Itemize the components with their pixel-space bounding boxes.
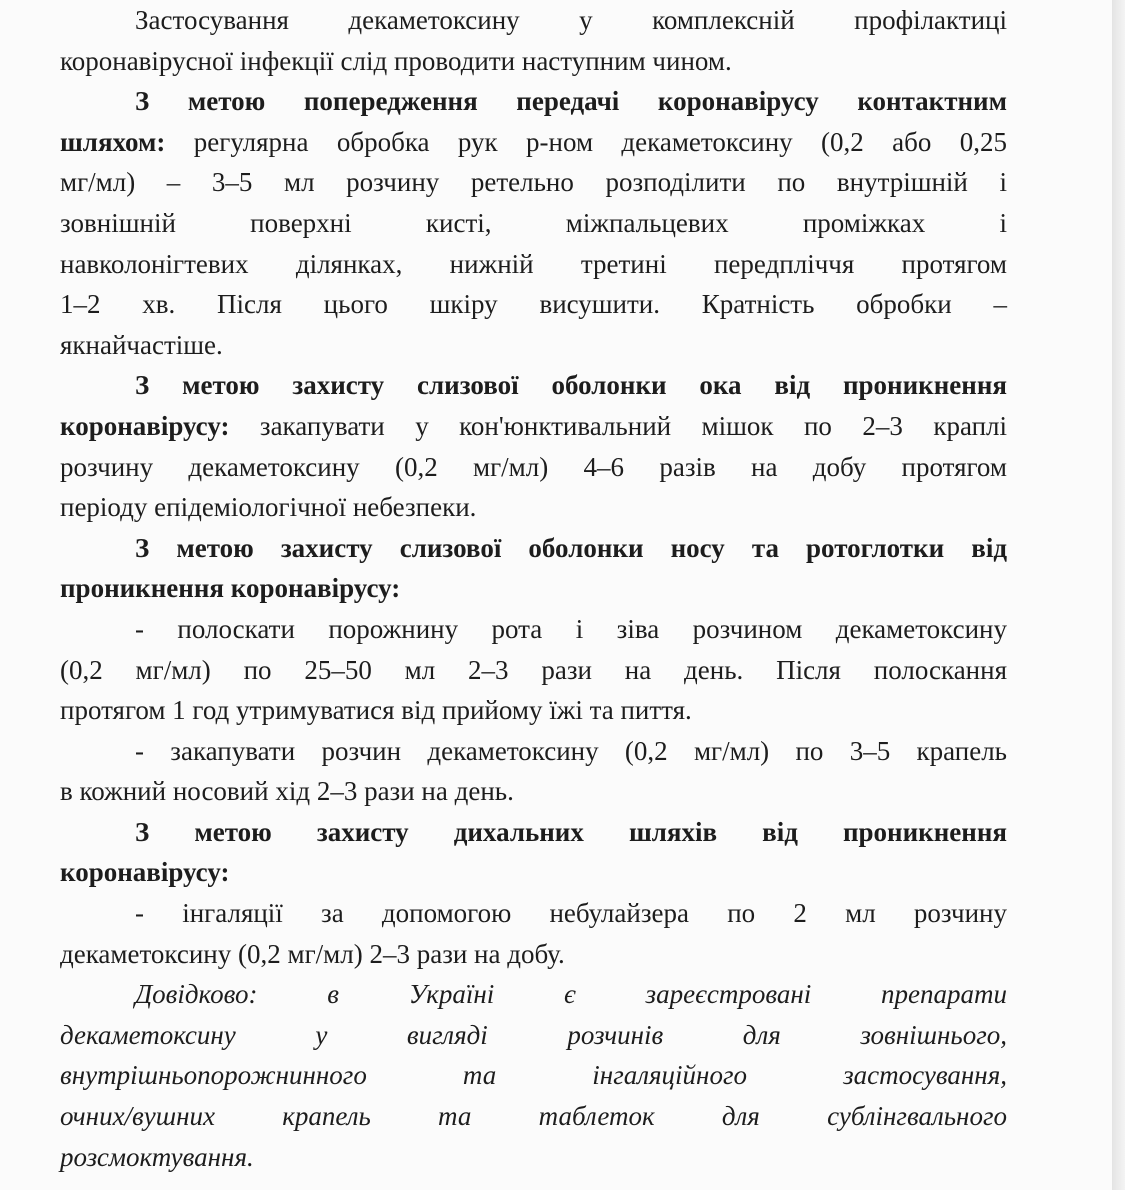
note-line: декаметоксину у вигляді розчинів для зовнішнього, (60, 1019, 1007, 1050)
contact-heading-bold-end: шляхом: (60, 126, 166, 157)
nose-heading-line-1 (60, 528, 1007, 569)
contact-text-start: регулярна обробка рук р-ном декаметоксину (0,2 або 0,25 (165, 126, 1007, 157)
airways-item-line: - інгаляції за допомогою небулайзера по 2 мл розчину (135, 898, 1007, 929)
nose-item-1-line: - полоскати порожнину рота і зіва розчином декаметоксину (135, 613, 1007, 644)
contact-line: мг/мл) – 3–5 мл розчину ретельно розподілити по внутрішній і (60, 167, 1007, 198)
nose-heading-bold-end: проникнення коронавірусу: (60, 573, 401, 604)
nose-item-1-line: (0,2 мг/мл) по 25–50 мл 2–3 рази на день. Після полоскання (60, 654, 1007, 685)
note-line: очних/вушних крапель та таблеток для сублінгвального (60, 1101, 1007, 1132)
page-edge (1112, 0, 1125, 1190)
airways-heading-bold: З метою захисту дихальних шляхів від проникнення (135, 816, 1007, 847)
eye-heading-line-2 (60, 406, 1007, 447)
contact-line: 1–2 хв. Після цього шкіру висушити. Кратність обробки – (60, 289, 1007, 320)
eye-heading-bold-end: коронавірусу: (60, 410, 230, 441)
nose-heading-line-2 (60, 568, 1007, 609)
nose-heading-bold: З метою захисту слизової оболонки носу та ротоглотки від (135, 532, 1007, 563)
eye-heading-line-1 (60, 365, 1007, 406)
note-line: Довідково: в Україні є зареєстровані препарати (135, 979, 1007, 1010)
nose-item-2-line: в кожний носовий хід 2–3 рази на день. (60, 776, 514, 807)
airways-heading-bold-end: коронавірусу: (60, 857, 230, 888)
eye-text-start: закапувати у кон'юнктивальний мішок по 2–3 краплі (229, 410, 1007, 441)
document-body (60, 0, 1007, 1177)
contact-line: якнайчастіше. (60, 329, 223, 360)
airways-heading-line-2 (60, 852, 1007, 893)
nose-item-1-line: протягом 1 год утримуватися від прийому їжі та пиття. (60, 695, 692, 726)
contact-line: навколонігтевих ділянках, нижній третині передпліччя протягом (60, 248, 1007, 279)
contact-line: зовнішній поверхні кисті, міжпальцевих проміжках і (60, 207, 1007, 238)
airways-heading-line-1 (60, 812, 1007, 853)
airways-item-line: декаметоксину (0,2 мг/мл) 2–3 рази на добу. (60, 938, 565, 969)
eye-line: розчину декаметоксину (0,2 мг/мл) 4–6 разів на добу протягом (60, 451, 1007, 482)
contact-heading-line-1 (60, 81, 1007, 122)
intro-line-1: Застосування декаметоксину у комплексній профілактиці (135, 5, 1007, 35)
eye-line: періоду епідеміологічної небезпеки. (60, 492, 477, 523)
note-line: розсмоктування. (60, 1141, 254, 1172)
contact-heading-line-2 (60, 122, 1007, 163)
eye-heading-bold: З метою захисту слизової оболонки ока від проникнення (135, 370, 1007, 401)
note-line: внутрішньопорожнинного та інгаляційного застосування, (60, 1060, 1007, 1091)
contact-heading-bold: З метою попередження передачі коронавірусу контактним (135, 86, 1007, 117)
nose-item-2-line: - закапувати розчин декаметоксину (0,2 мг/мл) по 3–5 крапель (135, 735, 1007, 766)
intro-line-2: коронавірусної інфекції слід проводити наступним чином. (60, 45, 732, 76)
